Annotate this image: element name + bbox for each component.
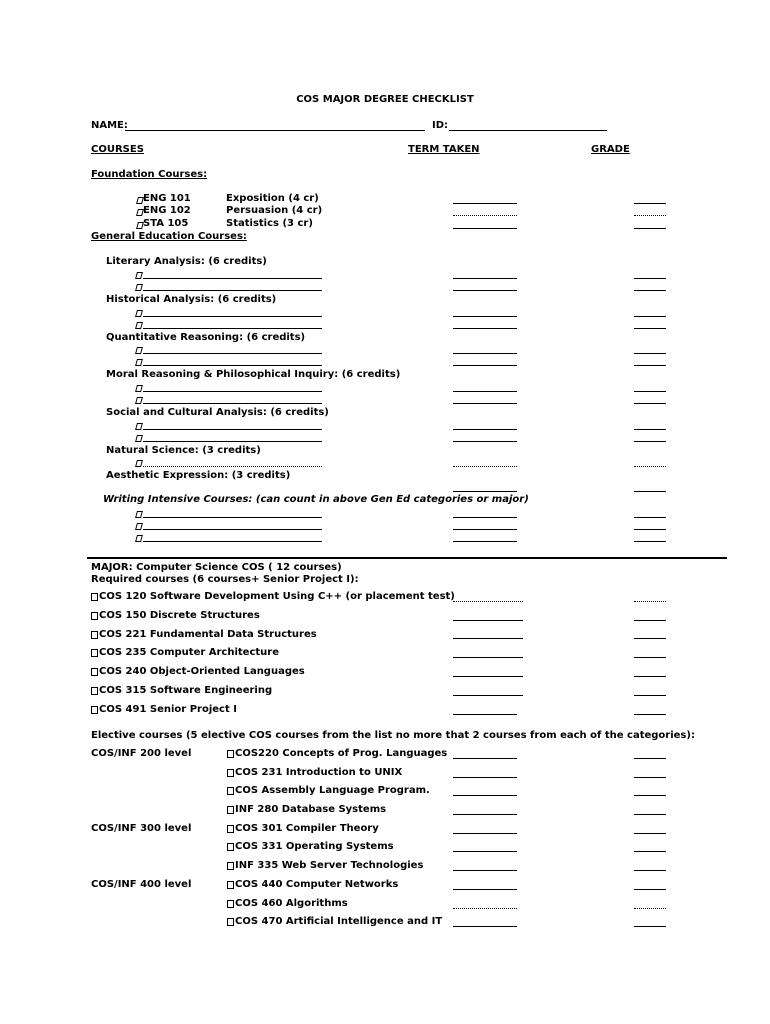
elective-level-label: COS/INF 200 level xyxy=(91,748,192,759)
course-entry-field[interactable] xyxy=(143,403,322,404)
required-course: COS 221 Fundamental Data Structures xyxy=(99,629,317,640)
term-taken-field[interactable] xyxy=(453,676,523,677)
checkbox[interactable] xyxy=(227,918,234,926)
required-course: COS 150 Discrete Structures xyxy=(99,610,260,621)
term-taken-field[interactable] xyxy=(453,926,517,927)
course-entry-field[interactable] xyxy=(143,353,322,354)
grade-field[interactable] xyxy=(634,676,666,677)
term-taken-field[interactable] xyxy=(453,601,523,602)
course-title: Statistics (3 cr) xyxy=(226,218,313,229)
checkbox[interactable] xyxy=(227,750,234,758)
checkbox[interactable] xyxy=(135,272,143,279)
course-entry-field[interactable] xyxy=(143,429,322,430)
grade-field[interactable] xyxy=(634,889,666,890)
term-taken-field[interactable] xyxy=(453,429,517,430)
grade-field[interactable] xyxy=(634,529,666,530)
term-taken-field[interactable] xyxy=(453,441,517,442)
checkbox[interactable] xyxy=(135,423,143,430)
term-taken-field[interactable] xyxy=(453,529,517,530)
term-taken-field[interactable] xyxy=(453,795,517,796)
checkbox[interactable] xyxy=(135,347,143,354)
term-taken-field[interactable] xyxy=(453,870,517,871)
term-taken-field[interactable] xyxy=(453,228,517,229)
checkbox[interactable] xyxy=(135,523,143,530)
checkbox[interactable] xyxy=(135,397,143,404)
elective-course: COS 460 Algorithms xyxy=(235,898,348,909)
gen-ed-heading: General Education Courses: xyxy=(91,231,247,242)
checkbox[interactable] xyxy=(227,843,234,851)
grade-field[interactable] xyxy=(634,517,666,518)
grade-field[interactable] xyxy=(634,441,666,442)
grade-field[interactable] xyxy=(634,714,666,715)
course-entry-field[interactable] xyxy=(143,365,322,366)
required-course: COS 240 Object-Oriented Languages xyxy=(99,666,305,677)
grade-field[interactable] xyxy=(634,870,666,871)
term-taken-field[interactable] xyxy=(453,814,517,815)
elective-course: INF 335 Web Server Technologies xyxy=(235,860,424,871)
checkbox[interactable] xyxy=(227,825,234,833)
grade-field[interactable] xyxy=(634,466,666,467)
elective-level-label: COS/INF 400 level xyxy=(91,879,192,890)
course-entry-field[interactable] xyxy=(143,328,322,329)
grade-field[interactable] xyxy=(634,353,666,354)
term-taken-field[interactable] xyxy=(453,833,517,834)
checkbox[interactable] xyxy=(91,649,98,657)
elective-level-label: COS/INF 300 level xyxy=(91,823,192,834)
grade-field[interactable] xyxy=(634,278,666,279)
course-title: Persuasion (4 cr) xyxy=(226,205,323,216)
checkbox[interactable] xyxy=(135,535,143,542)
checkbox[interactable] xyxy=(91,687,98,695)
gen-ed-category-label: Social and Cultural Analysis: (6 credits) xyxy=(106,407,329,418)
course-code: ENG 101 xyxy=(143,193,191,204)
term-taken-field[interactable] xyxy=(453,777,517,778)
checkbox[interactable] xyxy=(135,460,143,467)
term-taken-field[interactable] xyxy=(453,695,523,696)
grade-field[interactable] xyxy=(634,541,666,542)
elective-course: COS 440 Computer Networks xyxy=(235,879,399,890)
checkbox[interactable] xyxy=(91,706,98,714)
term-taken-field[interactable] xyxy=(453,466,517,467)
checkbox[interactable] xyxy=(135,310,143,317)
grade-column-header: GRADE xyxy=(591,144,630,155)
course-entry-field[interactable] xyxy=(143,529,322,530)
course-code: ENG 102 xyxy=(143,205,191,216)
term-taken-field[interactable] xyxy=(453,403,517,404)
term-taken-field[interactable] xyxy=(453,758,517,759)
term-taken-field[interactable] xyxy=(453,638,523,639)
writing-intensive-heading: Writing Intensive Courses: (can count in above Gen Ed categories or major) xyxy=(103,494,529,505)
grade-field[interactable] xyxy=(634,215,666,216)
term-taken-field[interactable] xyxy=(453,290,517,291)
required-course: COS 120 Software Development Using C++ (or placement test) xyxy=(99,591,455,602)
checkbox[interactable] xyxy=(91,668,98,676)
grade-field[interactable] xyxy=(634,365,666,366)
grade-field[interactable] xyxy=(634,814,666,815)
term-taken-field[interactable] xyxy=(453,657,523,658)
term-taken-field[interactable] xyxy=(453,541,517,542)
grade-field[interactable] xyxy=(634,851,666,852)
required-course: COS 315 Software Engineering xyxy=(99,685,273,696)
grade-field[interactable] xyxy=(634,403,666,404)
grade-field[interactable] xyxy=(634,833,666,834)
grade-field[interactable] xyxy=(634,203,666,204)
elective-course: COS 231 Introduction to UNIX xyxy=(235,767,403,778)
id-label: ID: xyxy=(432,120,449,131)
required-course: COS 491 Senior Project I xyxy=(99,704,237,715)
term-taken-field[interactable] xyxy=(453,714,517,715)
checkbox[interactable] xyxy=(227,862,234,870)
term-taken-field[interactable] xyxy=(453,353,517,354)
name-label: NAME: xyxy=(91,120,128,131)
elective-course: COS 301 Compiler Theory xyxy=(235,823,379,834)
page-title: COS MAJOR DEGREE CHECKLIST xyxy=(296,94,474,105)
checkbox[interactable] xyxy=(227,806,234,814)
grade-field[interactable] xyxy=(634,601,666,602)
gen-ed-category-label: Moral Reasoning & Philosophical Inquiry: (6 credits) xyxy=(106,369,401,380)
checkbox[interactable] xyxy=(91,593,98,601)
grade-field[interactable] xyxy=(634,926,666,927)
term-taken-field[interactable] xyxy=(453,491,517,492)
term-taken-field[interactable] xyxy=(453,203,517,204)
grade-field[interactable] xyxy=(634,777,666,778)
gen-ed-category-label: Quantitative Reasoning: (6 credits) xyxy=(106,332,306,343)
checkbox[interactable] xyxy=(135,435,143,442)
required-course: COS 235 Computer Architecture xyxy=(99,647,280,658)
checkbox[interactable] xyxy=(91,612,98,620)
electives-heading: Elective courses (5 elective COS courses from the list no more that 2 courses from each of the categories): xyxy=(91,730,695,741)
term-taken-field[interactable] xyxy=(453,316,517,317)
grade-field[interactable] xyxy=(634,795,666,796)
courses-column-header: COURSES xyxy=(91,144,144,155)
grade-field[interactable] xyxy=(634,316,666,317)
term-taken-field[interactable] xyxy=(453,889,517,890)
term-taken-field[interactable] xyxy=(453,328,517,329)
term-taken-field[interactable] xyxy=(453,620,523,621)
term-taken-field[interactable] xyxy=(453,365,517,366)
checkbox[interactable] xyxy=(227,787,234,795)
grade-field[interactable] xyxy=(634,228,666,229)
grade-field[interactable] xyxy=(634,908,666,909)
checkbox[interactable] xyxy=(227,900,234,908)
grade-field[interactable] xyxy=(634,695,666,696)
gen-ed-category-label: Natural Science: (3 credits) xyxy=(106,445,261,456)
grade-field[interactable] xyxy=(634,620,666,621)
term-taken-field[interactable] xyxy=(453,851,517,852)
grade-field[interactable] xyxy=(634,491,666,492)
foundation-heading: Foundation Courses: xyxy=(91,169,208,180)
gen-ed-category-label: Historical Analysis: (6 credits) xyxy=(106,294,277,305)
course-entry-field[interactable] xyxy=(143,541,322,542)
course-title: Exposition (4 cr) xyxy=(226,193,319,204)
elective-course: COS220 Concepts of Prog. Languages xyxy=(235,748,448,759)
course-entry-field[interactable] xyxy=(143,517,322,518)
elective-course: COS Assembly Language Program. xyxy=(235,785,430,796)
checkbox[interactable] xyxy=(135,385,143,392)
grade-field[interactable] xyxy=(634,328,666,329)
required-courses-heading: Required courses (6 courses+ Senior Project I): xyxy=(91,574,359,585)
gen-ed-category-label: Aesthetic Expression: (3 credits) xyxy=(106,470,291,481)
grade-field[interactable] xyxy=(634,429,666,430)
course-entry-field[interactable] xyxy=(143,316,322,317)
checkbox[interactable] xyxy=(91,631,98,639)
term-taken-field[interactable] xyxy=(453,391,517,392)
term-taken-field[interactable] xyxy=(453,278,517,279)
grade-field[interactable] xyxy=(634,657,666,658)
course-entry-field[interactable] xyxy=(143,441,322,442)
elective-course: COS 331 Operating Systems xyxy=(235,841,394,852)
checkbox[interactable] xyxy=(135,511,143,518)
major-heading: MAJOR: Computer Science COS ( 12 courses) xyxy=(91,562,342,573)
grade-field[interactable] xyxy=(634,391,666,392)
checkbox[interactable] xyxy=(135,359,143,366)
elective-course: INF 280 Database Systems xyxy=(235,804,387,815)
section-divider xyxy=(87,557,727,559)
course-code: STA 105 xyxy=(143,218,189,229)
term-taken-field[interactable] xyxy=(453,908,517,909)
gen-ed-category-label: Literary Analysis: (6 credits) xyxy=(106,256,267,267)
course-entry-field[interactable] xyxy=(143,278,322,279)
id-field[interactable] xyxy=(449,130,607,131)
name-field[interactable] xyxy=(125,130,425,131)
checkbox[interactable] xyxy=(227,769,234,777)
grade-field[interactable] xyxy=(634,290,666,291)
course-entry-field[interactable] xyxy=(143,466,322,467)
checkbox[interactable] xyxy=(227,881,234,889)
elective-course: COS 470 Artificial Intelligence and IT xyxy=(235,916,443,927)
term-taken-column-header: TERM TAKEN xyxy=(408,144,480,155)
grade-field[interactable] xyxy=(634,638,666,639)
course-entry-field[interactable] xyxy=(143,391,322,392)
checkbox[interactable] xyxy=(135,322,143,329)
grade-field[interactable] xyxy=(634,758,666,759)
term-taken-field[interactable] xyxy=(453,517,517,518)
term-taken-field[interactable] xyxy=(453,215,517,216)
checkbox[interactable] xyxy=(135,284,143,291)
course-entry-field[interactable] xyxy=(143,290,322,291)
